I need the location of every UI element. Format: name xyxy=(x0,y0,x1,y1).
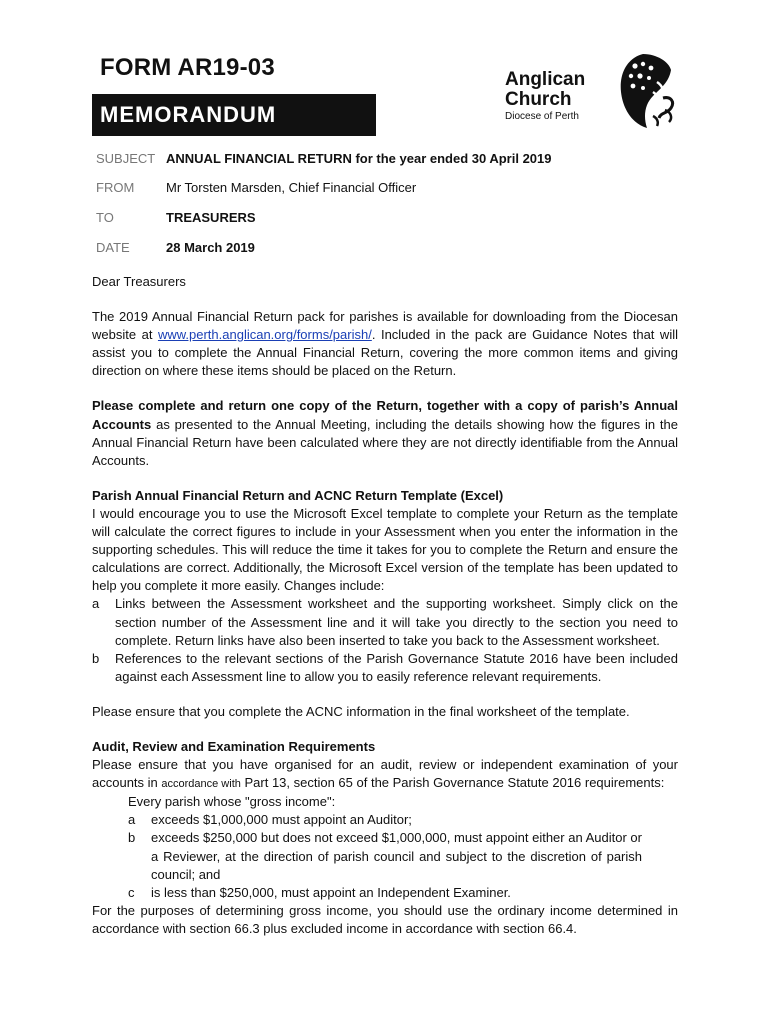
audit-text xyxy=(92,756,678,793)
list-item xyxy=(128,811,642,829)
paragraph-return-instructions xyxy=(92,397,678,469)
list-item xyxy=(92,650,678,686)
section-excel-template xyxy=(92,487,678,686)
date-label: DATE xyxy=(96,240,130,255)
list-item-text: References to the relevant sections of the Parish Governance Statute 2016 have been included against each Assessment line to allow you to easily reference relevant requirements. xyxy=(115,650,678,684)
from-row xyxy=(96,180,416,195)
audit-text-b: Part 13, section 65 of the Parish Governance Statute 2016 requirements: xyxy=(240,775,665,791)
anglican-church-logo xyxy=(505,52,685,132)
list-item-letter: b xyxy=(92,650,100,666)
to-value: TREASURERS xyxy=(166,210,256,225)
from-label: FROM xyxy=(96,180,135,195)
form-title: FORM AR19-03 xyxy=(100,54,275,81)
list-item-letter: b xyxy=(128,830,136,846)
from-value: Mr Torsten Marsden, Chief Financial Officer xyxy=(166,180,417,195)
audit-text-small: accordance with xyxy=(161,778,241,791)
list-item xyxy=(92,595,678,649)
diocese-emblem-icon xyxy=(613,52,677,130)
to-row xyxy=(96,210,256,225)
excel-template-changes-list xyxy=(92,595,678,685)
list-item xyxy=(128,884,642,902)
date-value: 28 March 2019 xyxy=(166,240,255,255)
paragraph-pack-availability xyxy=(92,308,678,380)
paragraph-pack-text-cont: . Included in the pack are Guidance Notes that will assist you to complete the Annual Financial Return, covering the more common items and giving direction on where these items should be placed on the Return. xyxy=(92,327,678,379)
logo-line-anglican: Anglican xyxy=(505,69,586,90)
gross-income-definition: For the purposes of determining gross income, you should use the ordinary income determined in accordance with section 66.3 plus excluded income in accordance with section 66.4. xyxy=(92,902,678,936)
salutation: Dear Treasurers xyxy=(92,274,186,289)
paragraph-pack-text: The 2019 Annual Financial Return pack for parishes is available for downloading from the Diocesan website at xyxy=(92,309,678,343)
parish-forms-link[interactable]: www.perth.anglican.org/forms/parish/ xyxy=(157,327,372,343)
list-item-letter: c xyxy=(128,884,135,900)
return-instructions-bold: Please complete and return one copy of the Return, together with a copy of parish’s Annual Accounts xyxy=(92,398,678,432)
list-item-letter: a xyxy=(128,812,136,828)
audit-text-a: Please ensure that you have organised for an audit, review or independent examination of your accounts in xyxy=(92,757,678,791)
gross-income-lead: Every parish whose "gross income": xyxy=(128,794,336,810)
excel-template-text: I would encourage you to use the Microsoft Excel template to complete your Return as the template will calculate the correct figures to include in your Assessment when you enter the information in the supporting schedules. This will reduce the time it takes for you to complete the Return and ensure the calculations are correct. Additionally, the Microsoft Excel version of the template has been updated to help you complete it more easily. Changes include: xyxy=(92,505,678,594)
subject-value: ANNUAL FINANCIAL RETURN for the year ended 30 April 2019 xyxy=(166,151,552,166)
return-instructions-text: as presented to the Annual Meeting, including the details showing how the figures in the Annual Financial Return have been calculated where they are not directly identifiable from the Annual Accounts. xyxy=(92,416,678,468)
section-heading-audit: Audit, Review and Examination Requirements xyxy=(92,738,376,754)
logo-wordmark xyxy=(505,70,585,122)
section-heading-excel-template: Parish Annual Financial Return and ACNC Return Template (Excel) xyxy=(92,487,504,503)
list-item-text: Links between the Assessment worksheet and the supporting worksheet. Simply click on the section number of the Assessment line and it will take you directly to the section you need to complete. Return links have also been inserted to take you back to the Assessment worksheet. xyxy=(115,596,678,648)
memorandum-banner: MEMORANDUM xyxy=(92,94,376,136)
list-item xyxy=(128,829,642,883)
section-audit-requirements xyxy=(92,738,678,938)
list-item-text: exceeds $1,000,000 must appoint an Auditor; xyxy=(151,812,412,828)
audit-thresholds-list xyxy=(128,811,642,901)
memo-body xyxy=(92,273,678,938)
logo-line-church: Church xyxy=(505,89,572,110)
list-item-text: is less than $250,000, must appoint an Independent Examiner. xyxy=(151,884,511,900)
to-label: TO xyxy=(96,210,114,225)
date-row xyxy=(96,240,255,255)
list-item-text: exceeds $250,000 but does not exceed $1,000,000, must appoint either an Auditor or a Reviewer, at the direction of parish council and subject to the discretion of parish council; and xyxy=(151,830,642,882)
logo-line-diocese: Diocese of Perth xyxy=(505,111,579,122)
subject-row xyxy=(96,151,552,166)
paragraph-acnc: Please ensure that you complete the ACNC information in the final worksheet of the template. xyxy=(92,703,630,719)
list-item-letter: a xyxy=(92,596,100,612)
subject-label: SUBJECT xyxy=(96,151,156,166)
